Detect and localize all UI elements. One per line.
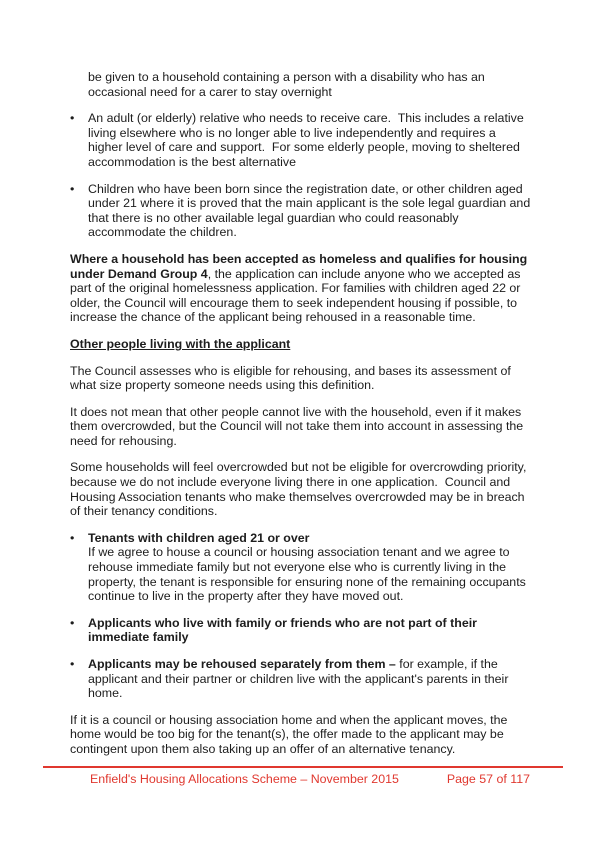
bullet-body-tenants-children: If we agree to house a council or housing association tenant and we agree to rehouse immediate family but not everyone else who is currently living in the property, the tenant is responsible for ensuring none of the remaining occupants continue to live in the property after they have moved out. xyxy=(88,545,530,604)
bullet-item-children-born xyxy=(70,182,532,240)
bullet-text-adult-relative: An adult (or elderly) relative who needs to receive care. This includes a relative living elsewhere who is no longer able to live independently and requires a higher level of care and support. For some elderly people, moving to sheltered accommodation is the best alternative xyxy=(88,111,528,169)
bullet-item-rehoused-separately xyxy=(70,657,532,701)
bullet-text-children-born: Children who have been born since the registration date, or other children aged under 21 where it is proved that the main applicant is the sole legal guardian and that there is no other available legal guardian who could reasonably accommodate the children. xyxy=(88,181,534,240)
paragraph-some-households: Some households will feel overcrowded but not be eligible for overcrowding priority, because we do not include everyone living there in one application. Council and Housing Association tenants who make themselves overcrowded may be in breach of their tenancy conditions. xyxy=(70,460,530,519)
bullet-icon: • xyxy=(70,615,75,630)
page-body xyxy=(70,70,532,769)
paragraph-continuation: be given to a household containing a person with a disability who has an occasional need for a carer to stay overnight xyxy=(88,70,489,99)
bullet-icon: • xyxy=(70,111,75,126)
bullet-item-family-friends xyxy=(70,616,532,645)
footer-rule xyxy=(43,766,563,768)
footer-document-title: Enfield's Housing Allocations Scheme – November 2015 xyxy=(90,772,399,786)
paragraph-does-not-mean: It does not mean that other people cannot live with the household, even if it makes them overcrowded, but the Council will not take them into account in assessing the need for rehousing. xyxy=(70,404,527,448)
section-heading-other-people: Other people living with the applicant xyxy=(70,336,291,351)
paragraph-homeless-demand-group xyxy=(70,252,532,325)
bullet-text-tenants-children xyxy=(88,531,532,604)
bullet-item-adult-relative xyxy=(70,111,532,169)
bullet-rest-rehoused-separately: for example, if the applicant and their partner or children live with the applicant's parents in their home. xyxy=(88,657,512,701)
bullet-icon: • xyxy=(70,657,75,671)
bullet-text-rehoused-separately xyxy=(88,657,532,701)
paragraph-council-assesses: The Council assesses who is eligible for rehousing, and bases its assessment of what size property someone needs using this definition. xyxy=(70,363,515,393)
bullet-bold-rehoused-separately: Applicants may be rehoused separately from them – xyxy=(88,657,396,671)
footer-page-number: Page 57 of 117 xyxy=(446,772,530,786)
bullet-title-tenants-children: Tenants with children aged 21 or over xyxy=(88,530,310,545)
paragraph-homeless-bold-lead: Where a household has been accepted as homeless and qualifies for housing under Demand Group 4 xyxy=(70,251,531,281)
paragraph-final-contingent: If it is a council or housing association home and when the applicant moves, the home would be too big for the tenant(s), the offer made to the applicant may be contingent upon them also taking up an offer of an alternative tenancy. xyxy=(70,712,511,756)
bullet-icon: • xyxy=(70,181,75,196)
bullet-icon: • xyxy=(70,530,75,545)
bullet-item-tenants-children xyxy=(70,531,532,604)
paragraph-homeless-rest: , the application can include anyone who we accepted as part of the original homelessness application. For families with children aged 22 or older, the Council will encourage them to seek independent housing if possible, to increase the chance of the applicant being rehoused in a reasonable time. xyxy=(70,266,524,325)
bullet-text-family-friends: Applicants who live with family or friends who are not part of their immediate family xyxy=(88,615,481,645)
page-footer xyxy=(43,772,563,787)
